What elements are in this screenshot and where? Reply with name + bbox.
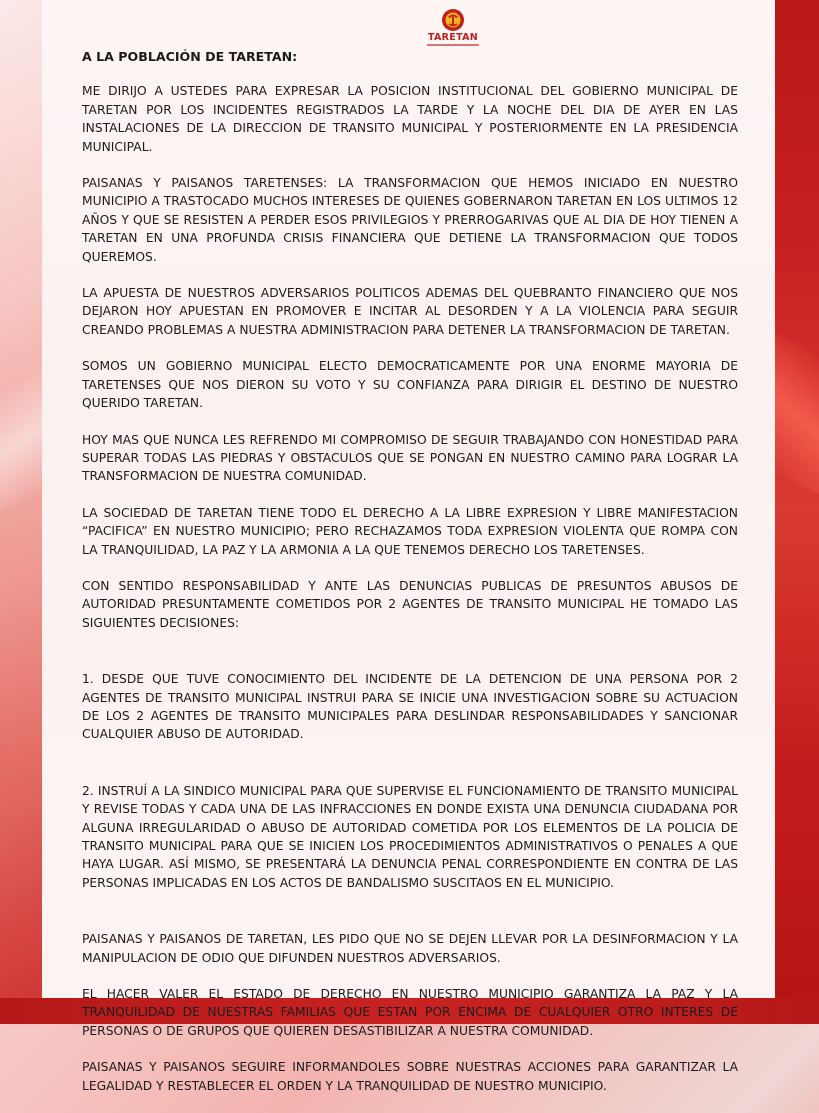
taretan-logo <box>425 8 481 48</box>
numbered-item-1: 1. DESDE QUE TUVE CONOCIMIENTO DEL INCIDENTE DE LA DETENCION DE UNA PERSONA POR 2 AGENTES DE TRANSITO MUNICIPAL INSTRUI PARA SE INICIE UNA INVESTIGACION SOBRE SU ACTUACION DE LOS 2 AGENTES DE TRANSITO MUNICIPALES PARA DESLINDAR RESPONSABILIDADES Y SANCIONAR CUALQUIER ABUSO DE AUTORIDAD. <box>82 672 738 742</box>
paragraph: PAISANAS Y PAISANOS DE TARETAN, LES PIDO QUE NO SE DEJEN LLEVAR POR LA DESINFORMACION Y LA MANIPULACION DE ODIO QUE DIFUNDEN NUESTROS ADVERSARIOS. <box>82 932 738 965</box>
paragraph: EL HACER VALER EL ESTADO DE DERECHO EN NUESTRO MUNICIPIO GARANTIZA LA PAZ Y LA TRANQUILIDAD DE NUESTRAS FAMILIAS QUE ESTAN POR ENCIMA DE CUALQUIER OTRO INTERES DE PERSONAS O DE GRUPOS QUE QUIEREN DESASTIBILIZAR A NUESTRA COMUNIDAD. <box>82 987 738 1038</box>
paragraph: LA APUESTA DE NUESTROS ADVERSARIOS POLITICOS ADEMAS DEL QUEBRANTO FINANCIERO QUE NOS DEJARON HOY APUESTAN EN PROMOVER E INCITAR AL DESORDEN Y A LA VIOLENCIA PARA SEGUIR CREANDO PROBLEMAS A NUESTRA ADMINISTRACION PARA DETENER LA TRANSFORMACION DE TARETAN. <box>82 286 738 337</box>
logo-emblem-icon <box>440 8 466 32</box>
letter-heading: A LA POBLACIÓN DE TARETAN: <box>82 49 298 64</box>
closing-paragraph: PAISANAS Y PAISANOS SEGUIRE INFORMANDOLES SOBRE NUESTRAS ACCIONES PARA GARANTIZAR LA LEGALIDAD Y RESTABLECER EL ORDEN Y LA TRANQUILIDAD DE NUESTRO MUNICIPIO. <box>82 1060 738 1093</box>
numbered-item-2: 2. INSTRUÍ A LA SINDICO MUNICIPAL PARA QUE SUPERVISE EL FUNCIONAMIENTO DE TRANSITO MUNICIPAL Y REVISE TODAS Y CADA UNA DE LAS INFRACCIONES EN DONDE EXISTA UNA DENUNCIA CIUDADANA POR ALGUNA IRREGULARIDAD O ABUSO DE AUTORIDAD COMETIDA POR LOS ELEMENTOS DE LA POLICIA DE TRANSITO MUNICIPAL PARA QUE SE INICIEN LOS PROCEDIMIENTOS ADMINISTRATIVOS O PENALES A QUE HAYA LUGAR. ASÍ MISMO, SE PRESENTARÁ LA DENUNCIA PENAL CORRESPONDIENTE EN CONTRA DE LAS PERSONAS IMPLICADAS EN LOS ACTOS DE BANDALISMO SUSCITAOS EN EL MUNICIPIO. <box>82 783 738 890</box>
paragraph: SOMOS UN GOBIERNO MUNICIPAL ELECTO DEMOCRATICAMENTE POR UNA ENORME MAYORIA DE TARETENSES QUE NOS DIERON SU VOTO Y SU CONFIANZA PARA DIRIGIR EL DESTINO DE NUESTRO QUERIDO TARETAN. <box>82 359 738 411</box>
paragraph: ME DIRIJO A USTEDES PARA EXPRESAR LA POSICION INSTITUCIONAL DEL GOBIERNO MUNICIPAL DE TARETAN POR LOS INCIDENTES REGISTRADOS LA TARDE Y LA NOCHE DEL DIA DE AYER EN LAS INSTALACIONES DE LA DIRECCION DE TRANSITO MUNICIPAL Y POSTERIORMENTE EN LA PRESIDENCIA MUNICIPAL. <box>82 84 738 154</box>
paragraph: PAISANAS Y PAISANOS TARETENSES: LA TRANSFORMACION QUE HEMOS INICIADO EN NUESTRO MUNICIPIO A TRASTOCADO MUCHOS INTERESES DE QUIENES GOBERNARON TARETAN EN LOS ULTIMOS 12 AÑOS Y QUE SE RESISTEN A PERDER ESOS PRIVILEGIOS Y PRERROGARIVAS QUE AL DIA DE HOY TIENEN A TARETAN EN UNA PROFUNDA CRISIS FINANCIERA QUE DETIENE LA TRANSFORMACION QUE TODOS QUEREMOS. <box>82 176 738 264</box>
logo-wordmark: TARETAN <box>427 32 479 43</box>
paragraph: HOY MAS QUE NUNCA LES REFRENDO MI COMPROMISO DE SEGUIR TRABAJANDO CON HONESTIDAD PARA SUPERAR TODAS LAS PIEDRAS Y OBSTACULOS QUE SE PONGAN EN NUESTRO CAMINO PARA LOGRAR LA TRANSFORMACION DE NUESTRA COMUNIDAD. <box>82 432 738 484</box>
paragraph: LA SOCIEDAD DE TARETAN TIENE TODO EL DERECHO A LA LIBRE EXPRESION Y LIBRE MANIFESTACION “PACIFICA” EN NUESTRO MUNICIPIO; PERO RECHAZAMOS TODA EXPRESION VIOLENTA QUE ROMPA CON LA TRANQUILIDAD, LA PAZ Y LA ARMONIA A LA QUE TENEMOS DERECHO LOS TARETENSES. <box>82 505 738 557</box>
paragraph: CON SENTIDO RESPONSABILIDAD Y ANTE LAS DENUNCIAS PUBLICAS DE PRESUNTOS ABUSOS DE AUTORIDAD PRESUNTAMENTE COMETIDOS POR 2 AGENTES DE TRANSITO MUNICIPAL HE TOMADO LAS SIGUIENTES DECISIONES: <box>82 578 738 630</box>
letter-body <box>82 48 738 1113</box>
logo-underline <box>427 44 479 46</box>
